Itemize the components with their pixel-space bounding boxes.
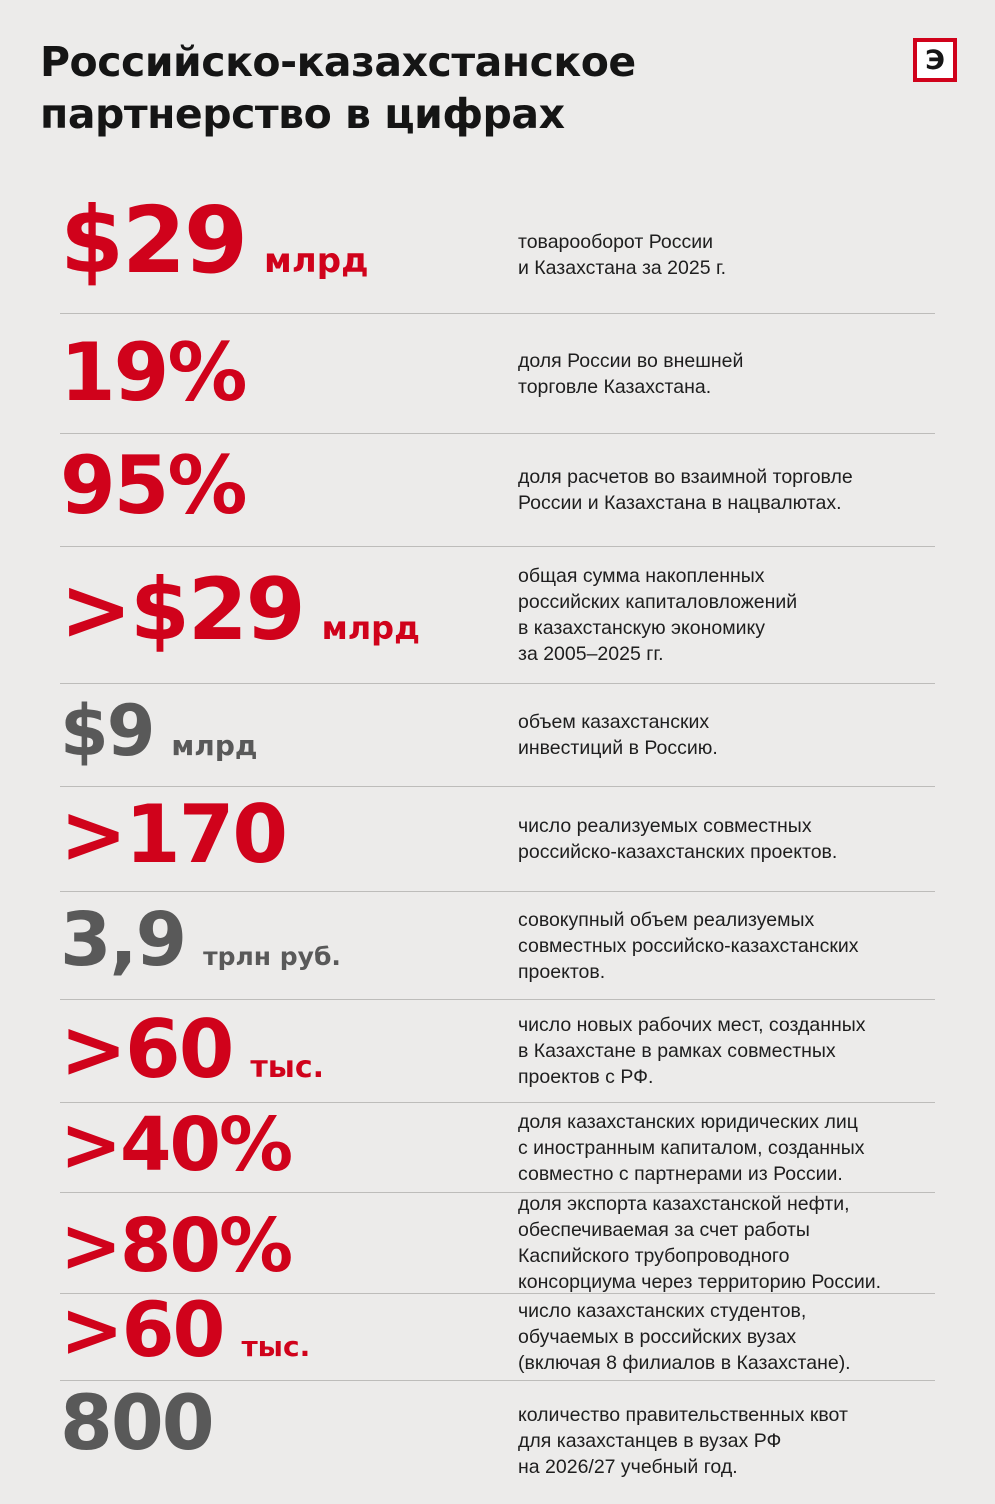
stat-description: количество правительственных квот для казахстанцев в вузах РФ на 2026/27 учебный год. [518,1404,848,1478]
stat-row [60,1193,935,1294]
stat-unit: млрд [264,241,369,281]
stat-value: >40% [60,1102,292,1188]
stat-figure [60,326,246,419]
stat-figure [60,560,420,660]
stat-figure [60,897,341,983]
stat-figure [60,187,369,294]
logo [913,38,957,82]
stat-figure [60,690,258,772]
stat-figure [60,1285,311,1374]
stat-figure [60,1203,292,1289]
header [40,36,900,140]
stat-figure [60,788,287,881]
stat-unit: млрд [171,729,258,762]
stat-unit: тыс. [241,1330,311,1363]
stat-description: число казахстанских студентов, обучаемых в российских вузах (включая 8 филиалов в Казахстане). [518,1300,851,1374]
stat-figure [60,1378,213,1467]
stat-description: число новых рабочих мест, созданных в Казахстане в рамках совместных проектов с РФ. [518,1014,866,1088]
stat-row [60,1285,935,1381]
stat-row [60,1103,935,1193]
stat-description: доля России во внешней торговле Казахстана. [518,349,744,398]
stat-value: $29 [60,187,247,294]
title-line-2: партнерство в цифрах [40,90,565,138]
stat-row [60,547,935,684]
stat-row [60,1378,935,1501]
stat-value: >$29 [60,560,304,660]
stat-description: товарооборот России и Казахстана за 2025 г. [518,230,727,279]
stat-description: доля экспорта казахстанской нефти, обеспечиваемая за счет работы Каспийского трубопроводного консорциума через территорию России. [518,1193,882,1293]
logo-letter: Э [925,44,945,76]
stat-value: 95% [60,439,246,532]
stat-row [60,684,935,787]
stat-unit: млрд [321,609,420,647]
stat-description: совокупный объем реализуемых совместных российско-казахстанских проектов. [518,908,859,983]
stat-row [60,1000,935,1103]
stat-value: >80% [60,1203,292,1289]
stat-unit: тыс. [250,1050,325,1085]
stat-row [60,187,935,314]
stat-value: $9 [60,690,154,772]
stat-description: число реализуемых совместных российско-казахстанских проектов. [518,815,838,863]
stat-value: 3,9 [60,897,186,983]
stat-figure [60,1102,292,1188]
stat-value: >60 [60,1285,224,1374]
stat-row [60,787,935,892]
stat-value: >60 [60,1003,233,1096]
stat-row [60,314,935,434]
stat-unit: трлн руб. [203,942,341,971]
stat-figure [60,439,246,532]
stat-value: >170 [60,788,287,881]
stat-description: доля расчетов во взаимной торговле России и Казахстана в нацвалютах. [518,466,853,514]
stat-row [60,434,935,547]
stat-value: 19% [60,326,246,419]
title-line-1: Российско-казахстанское [40,38,636,86]
stat-value: 800 [60,1378,213,1467]
stats-list [60,187,935,1501]
stat-description: доля казахстанских юридических лиц с иностранным капиталом, созданных совместно с партнерами из России. [518,1110,865,1185]
stat-row [60,892,935,1000]
stat-description: объем казахстанских инвестиций в Россию. [518,711,718,759]
stat-figure [60,1003,325,1096]
page-title [40,36,900,140]
stat-description: общая сумма накопленных российских капиталовложений в казахстанскую экономику за 2005–2025 гг. [518,565,798,665]
